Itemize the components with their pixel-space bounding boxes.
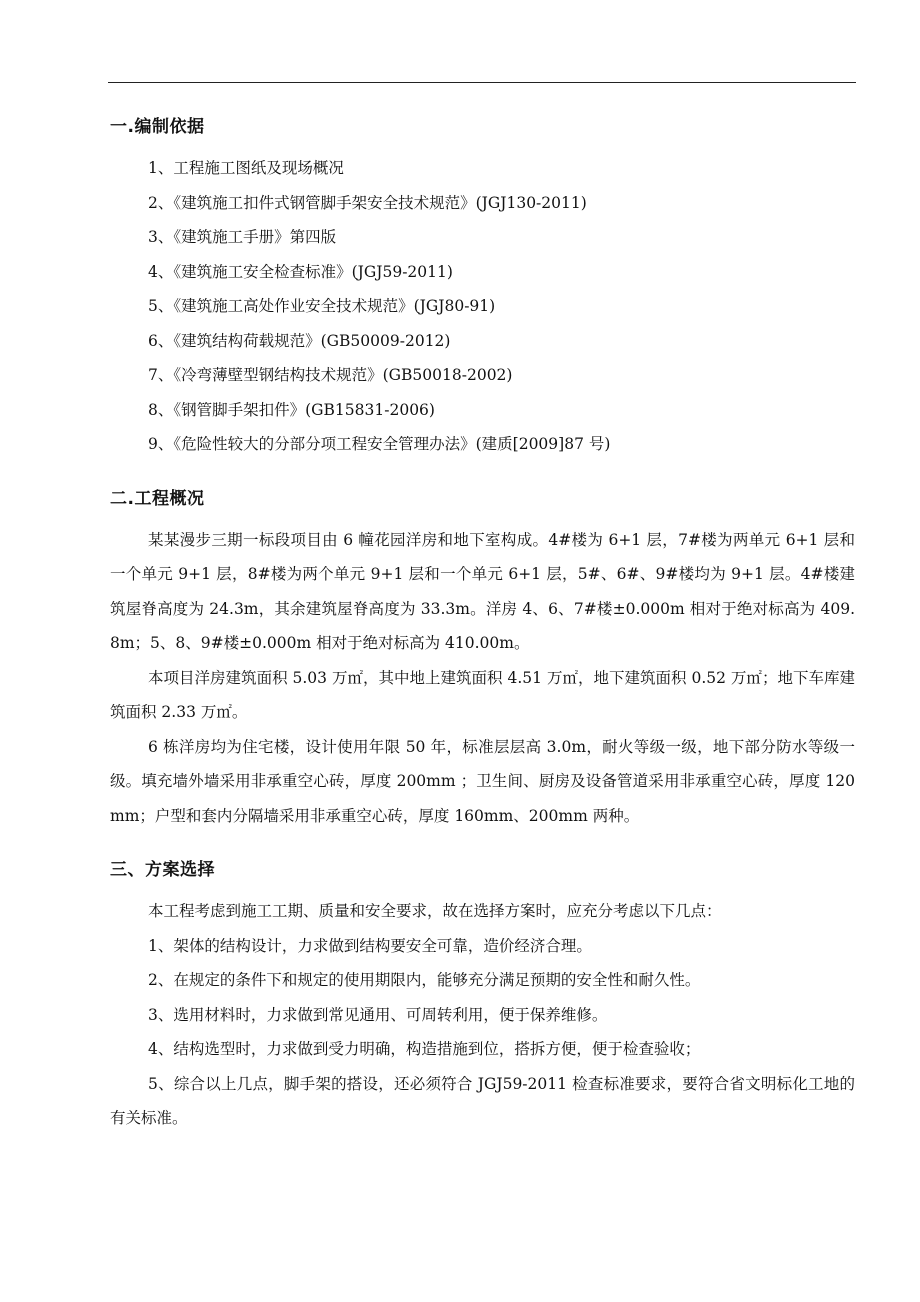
header-rule — [108, 82, 856, 83]
section-3-heading: 三、方案选择 — [110, 860, 215, 880]
basis-item-7: 7、《冷弯薄壁型钢结构技术规范》(GB50018-2002) — [148, 366, 513, 384]
section-1-heading: 一.编制依据 — [110, 117, 205, 137]
overview-paragraph-2: 本项目洋房建筑面积 5.03 万㎡，其中地上建筑面积 4.51 万㎡，地下建筑面积 0.52 万㎡；地下车库建筑面积 2.33 万㎡。 — [110, 668, 855, 721]
overview-paragraph-3: 6 栋洋房均为住宅楼，设计使用年限 50 年，标准层层高 3.0m，耐火等级一级，地下部分防水等级一级。填充墙外墙采用非承重空心砖，厚度 200mm ；卫生间、厨房及设备管道采用非承重空心砖，厚度 120mm；户型和套内分隔墙采用非承重空心砖，厚度 160mm、200mm 两种。 — [110, 737, 855, 825]
section-2-heading: 二.工程概况 — [110, 488, 205, 509]
scheme-item-4: 4、结构选型时，力求做到受力明确，构造措施到位，搭拆方便，便于检查验收； — [148, 1040, 701, 1058]
scheme-intro: 本工程考虑到施工工期、质量和安全要求，故在选择方案时，应充分考虑以下几点： — [148, 902, 722, 920]
scheme-item-5: 5、综合以上几点，脚手架的搭设，还必须符合 JGJ59-2011 检查标准要求，要符合省文明标化工地的有关标准。 — [110, 1074, 855, 1127]
basis-item-2: 2、《建筑施工扣件式钢管脚手架安全技术规范》(JGJ130-2011) — [148, 193, 587, 212]
basis-item-9: 9、《危险性较大的分部分项工程安全管理办法》(建质[2009]87 号) — [148, 435, 611, 453]
scheme-item-3: 3、选用材料时，力求做到常见通用、可周转利用，便于保养维修。 — [148, 1005, 608, 1024]
document-body — [110, 108, 855, 1136]
basis-item-8: 8、《钢管脚手架扣件》(GB15831-2006) — [148, 400, 435, 419]
basis-item-6: 6、《建筑结构荷载规范》(GB50009-2012) — [148, 331, 451, 350]
basis-item-5: 5、《建筑施工高处作业安全技术规范》(JGJ80-91) — [148, 297, 496, 315]
basis-item-4: 4、《建筑施工安全检查标准》(JGJ59-2011) — [148, 262, 453, 281]
scheme-item-2: 2、在规定的条件下和规定的使用期限内，能够充分满足预期的安全性和耐久性。 — [148, 971, 701, 989]
scheme-item-1: 1、架体的结构设计，力求做到结构要安全可靠，造价经济合理。 — [148, 936, 592, 955]
basis-item-1: 1、工程施工图纸及现场概况 — [148, 159, 344, 177]
basis-item-3: 3、《建筑施工手册》第四版 — [148, 228, 337, 246]
overview-paragraph-1: 某某漫步三期一标段项目由 6 幢花园洋房和地下室构成。4#楼为 6+1 层，7#楼为两单元 6+1 层和一个单元 9+1 层，8#楼为两个单元 9+1 层和一个单元 6+1 层，5#、6#、9#楼均为 9+1 层。4#楼建筑屋脊高度为 24.3m，其余建筑屋脊高度为 33.3m。洋房 4、6、7#楼±0.000m 相对于绝对标高为 409.8m；5、8、9#楼±0.000m 相对于绝对标高为 410.00m。 — [110, 530, 855, 652]
